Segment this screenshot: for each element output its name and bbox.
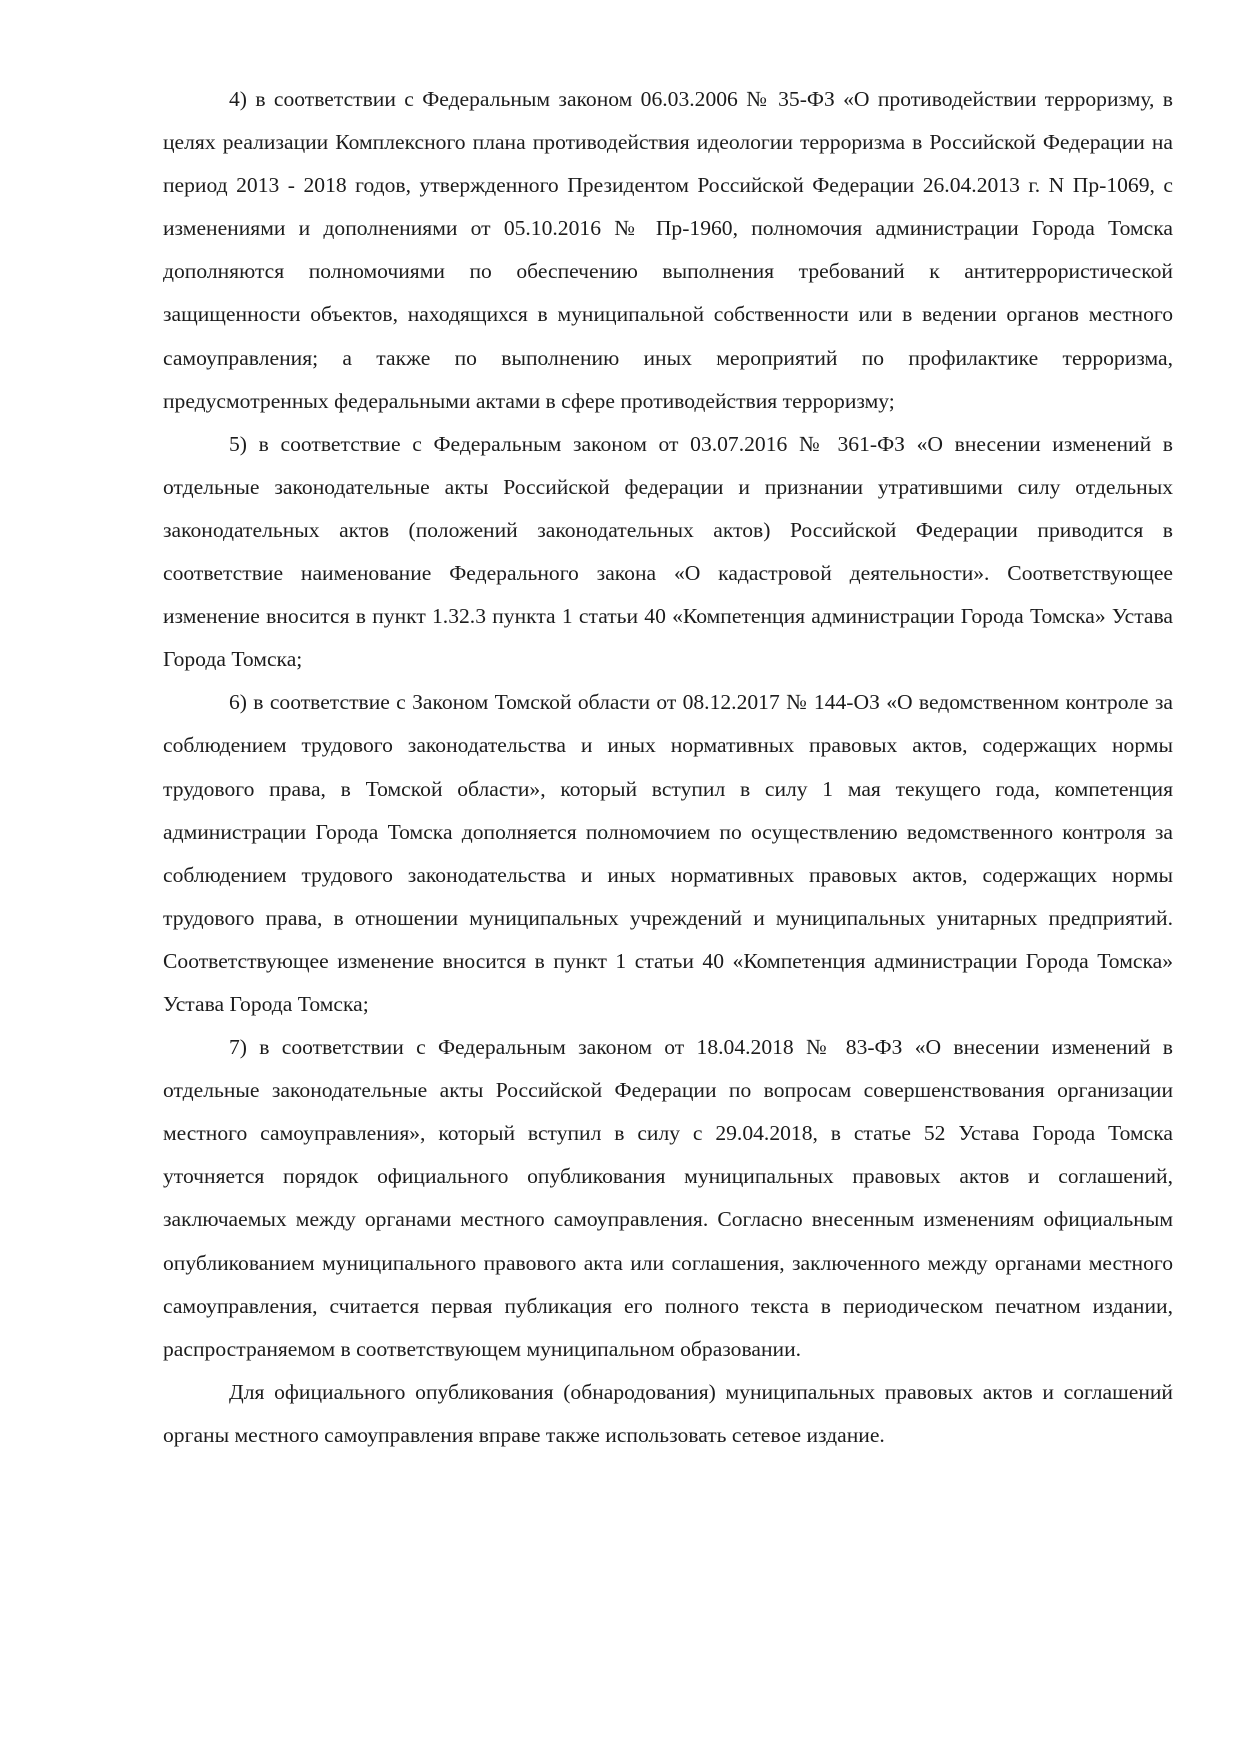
paragraph-text: в соответствии с Федеральным законом 06.03.2006 № 35-ФЗ «О противодействии терроризму, в целях реализации Комплексного плана противодействия идеологии терроризма в Российской Федерации на период 2013 - 2018 годов, утвержденного Президентом Российской Федерации 26.04.2013 г. N Пр-1069, с изменениями и дополнениями от 05.10.2016 № Пр-1960, полномочия администрации Города Томска дополняются полномочиями по обеспечению выполнения требований к антитеррористической защищенности объектов, находящихся в муниципальной собственности или в ведении органов местного самоуправления; а также по выполнению иных мероприятий по профилактике терроризма, предусмотренных федеральными актами в сфере противодействия терроризму; xyxy=(163,87,1173,413)
paragraph-closing xyxy=(163,1371,1173,1457)
paragraph-item-5 xyxy=(163,423,1173,682)
item-number: 4) xyxy=(229,87,247,111)
item-number: 7) xyxy=(229,1035,247,1060)
paragraph-text: в соответствие с Законом Томской области от 08.12.2017 № 144-ОЗ «О ведомственном контроле за соблюдением трудового законодательства и иных нормативных правовых актов, содержащих нормы трудового права, в Томской области», который вступил в силу 1 мая текущего года, компетенция администрации Города Томска дополняется полномочием по осуществлению ведомственного контроля за соблюдением трудового законодательства и иных нормативных правовых актов, содержащих нормы трудового права, в отношении муниципальных учреждений и муниципальных унитарных предприятий. Соответствующее изменение вносится в пункт 1 статьи 40 «Компетенция администрации Города Томска» Устава Города Томска; xyxy=(163,690,1173,1016)
document-body xyxy=(163,78,1173,1457)
paragraph-text: в соответствие с Федеральным законом от 03.07.2016 № 361-ФЗ «О внесении изменений в отдельные законодательные акты Российской федерации и признании утратившими силу отдельных законодательных актов (положений законодательных актов) Российской Федерации приводится в соответствие наименование Федерального закона «О кадастровой деятельности». Соответствующее изменение вносится в пункт 1.32.3 пункта 1 статьи 40 «Компетенция администрации Города Томска» Устава Города Томска; xyxy=(163,431,1173,672)
item-number: 6) xyxy=(229,690,247,715)
paragraph-text: Для официального опубликования (обнародования) муниципальных правовых актов и соглашений органы местного самоуправления вправе также использовать сетевое издание. xyxy=(163,1379,1173,1447)
item-number: 5) xyxy=(229,431,247,456)
paragraph-text: в соответствии с Федеральным законом от 18.04.2018 № 83-ФЗ «О внесении изменений в отдельные законодательные акты Российской Федерации по вопросам совершенствования организации местного самоуправления», который вступил в силу с 29.04.2018, в статье 52 Устава Города Томска уточняется порядок официального опубликования муниципальных правовых актов и соглашений, заключаемых между органами местного самоуправления. Согласно внесенным изменениям официальным опубликованием муниципального правового акта или соглашения, заключенного между органами местного самоуправления, считается первая публикация его полного текста в периодическом печатном издании, распространяемом в соответствующем муниципальном образовании. xyxy=(163,1035,1173,1361)
paragraph-item-7 xyxy=(163,1026,1173,1371)
paragraph-item-4 xyxy=(163,78,1173,423)
paragraph-item-6 xyxy=(163,681,1173,1026)
